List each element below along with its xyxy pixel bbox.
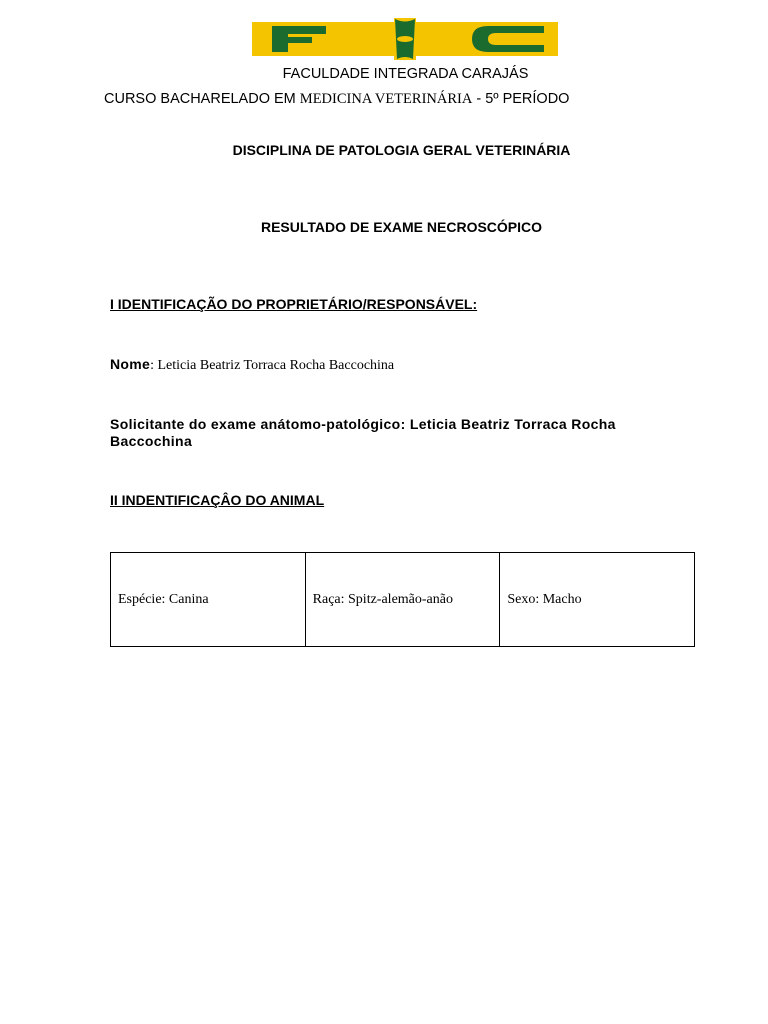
cell-especie: Espécie: Canina	[111, 553, 306, 647]
logo-letter-i	[394, 18, 416, 60]
solicitante-text: Solicitante do exame anátomo-patológico: Leticia Beatriz Torraca Rocha Baccochina	[110, 416, 616, 449]
curso-prefix: CURSO BACHARELADO EM	[104, 91, 296, 107]
nome-value: : Leticia Beatriz Torraca Rocha Baccochina	[150, 358, 395, 373]
fic-logo	[252, 18, 558, 60]
cell-sexo: Sexo: Macho	[500, 553, 695, 647]
cell-raca: Raça: Spitz-alemão-anão	[305, 553, 500, 647]
nome-label: Nome	[110, 356, 151, 372]
curso-suffix: - 5º PERÍODO	[476, 91, 570, 107]
section1-heading: I IDENTIFICAÇÃO DO PROPRIETÁRIO/RESPONSÁVEL:	[110, 296, 478, 312]
resultado-title: RESULTADO DE EXAME NECROSCÓPICO	[260, 219, 543, 235]
animal-table	[110, 552, 695, 647]
nome-line	[110, 356, 394, 374]
section2-heading: II INDENTIFICAÇÂO DO ANIMAL	[110, 492, 325, 508]
curso-course: MEDICINA VETERINÁRIA	[299, 91, 473, 107]
curso-line	[104, 91, 569, 108]
table-row	[111, 553, 695, 647]
disciplina-title: DISCIPLINA DE PATOLOGIA GERAL VETERINÁRIA	[232, 142, 571, 158]
faculdade-name: FACULDADE INTEGRADA CARAJÁS	[282, 66, 529, 82]
